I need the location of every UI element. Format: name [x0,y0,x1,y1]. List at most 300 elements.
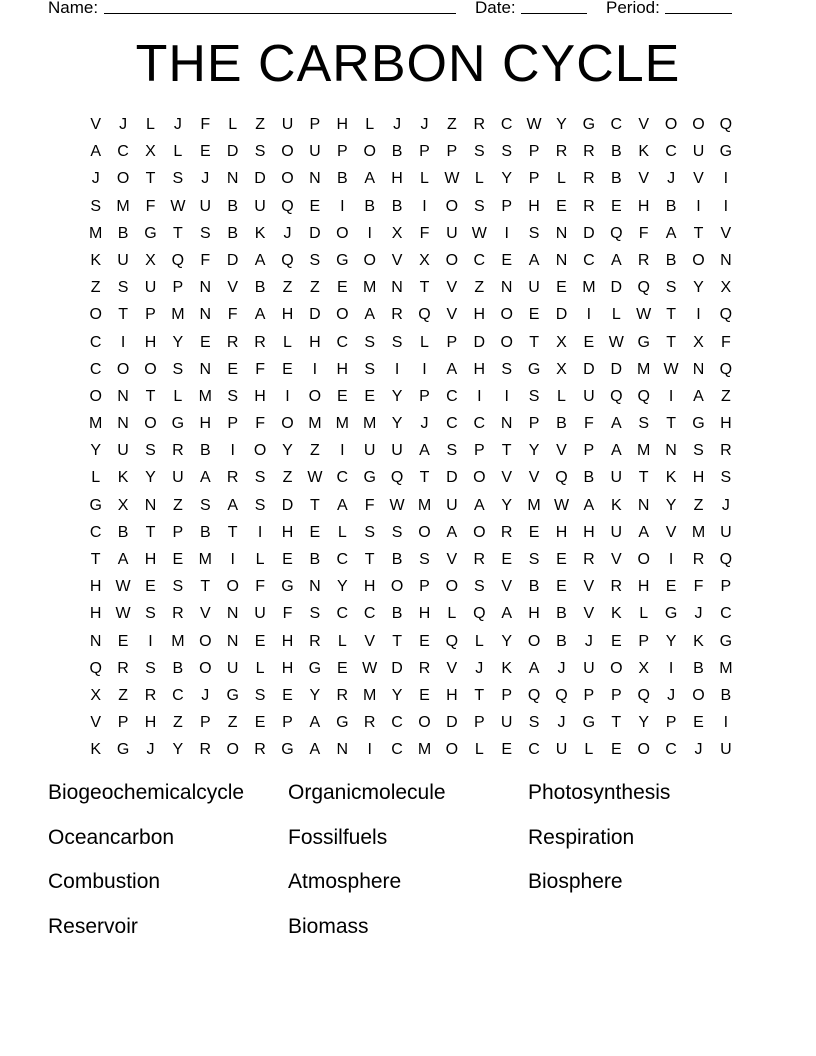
grid-letter[interactable]: U [199,197,212,215]
grid-letter[interactable]: G [664,605,678,623]
grid-letter[interactable]: K [693,632,704,650]
grid-letter[interactable]: U [555,741,568,759]
grid-letter[interactable]: R [363,714,376,732]
grid-letter[interactable]: D [309,224,321,242]
grid-letter[interactable]: Z [90,279,101,297]
grid-letter[interactable]: Z [693,496,704,514]
grid-letter[interactable]: O [116,170,130,188]
grid-letter[interactable]: S [117,279,129,297]
grid-letter[interactable]: U [226,659,239,677]
grid-letter[interactable]: A [610,415,622,433]
grid-letter[interactable]: E [172,551,184,568]
grid-letter[interactable]: P [446,143,458,161]
grid-letter[interactable]: Q [610,224,623,242]
grid-letter[interactable]: V [638,170,650,188]
grid-letter[interactable]: W [362,659,378,677]
grid-letter[interactable]: G [281,578,294,596]
grid-letter[interactable]: W [115,578,131,596]
grid-letter[interactable]: Z [118,686,128,704]
grid-letter[interactable]: Y [145,469,156,487]
grid-letter[interactable]: J [721,496,730,514]
grid-letter[interactable]: R [254,741,266,759]
grid-letter[interactable]: U [692,143,705,161]
grid-letter[interactable]: H [281,306,294,324]
grid-letter[interactable]: E [528,306,540,324]
grid-letter[interactable]: C [336,551,349,568]
grid-letter[interactable]: R [418,659,431,677]
grid-letter[interactable]: Q [719,360,733,378]
grid-letter[interactable]: D [391,659,403,677]
grid-letter[interactable]: V [199,605,211,623]
grid-letter[interactable]: W [471,224,487,242]
grid-letter[interactable]: F [583,415,594,433]
grid-letter[interactable]: B [199,523,211,541]
grid-letter[interactable]: E [199,333,211,351]
grid-letter[interactable]: R [583,143,595,161]
grid-letter[interactable]: T [145,387,156,405]
grid-letter[interactable]: A [446,360,458,378]
grid-letter[interactable]: V [693,170,704,188]
grid-letter[interactable]: A [336,496,348,514]
grid-letter[interactable]: S [172,578,184,596]
grid-letter[interactable]: A [199,469,211,487]
grid-letter[interactable]: J [146,741,155,759]
grid-letter[interactable]: X [693,333,704,351]
grid-letter[interactable]: T [145,523,156,541]
grid-letter[interactable]: N [555,224,568,242]
grid-letter[interactable]: H [144,333,157,351]
grid-letter[interactable]: E [556,279,567,297]
grid-letter[interactable]: U [446,224,458,242]
grid-letter[interactable]: B [556,415,567,433]
grid-letter[interactable]: I [723,170,729,188]
grid-letter[interactable]: U [117,442,129,460]
grid-letter[interactable]: F [200,116,211,133]
grid-letter[interactable]: O [692,251,705,269]
grid-letter[interactable]: D [254,170,266,188]
grid-letter[interactable]: T [419,469,430,487]
grid-letter[interactable]: Z [474,279,485,297]
grid-letter[interactable]: I [668,659,674,677]
grid-letter[interactable]: M [363,415,377,433]
grid-letter[interactable]: W [115,605,131,623]
grid-letter[interactable]: V [583,578,595,596]
grid-letter[interactable]: P [419,387,430,405]
grid-letter[interactable]: H [144,714,157,732]
grid-letter[interactable]: B [364,197,376,215]
grid-letter[interactable]: M [417,496,432,514]
grid-letter[interactable]: Q [281,197,294,215]
grid-letter[interactable]: H [89,578,102,596]
grid-letter[interactable]: I [312,360,318,378]
grid-letter[interactable]: S [638,415,650,433]
grid-letter[interactable]: P [473,442,485,460]
grid-letter[interactable]: A [309,714,321,732]
grid-letter[interactable]: G [692,415,705,433]
grid-letter[interactable]: A [254,306,266,324]
grid-letter[interactable]: B [227,224,239,242]
name-field[interactable] [104,0,456,19]
grid-letter[interactable]: P [227,415,239,433]
grid-letter[interactable]: Q [281,251,294,269]
grid-letter[interactable]: H [281,632,294,650]
grid-letter[interactable]: V [501,469,513,487]
grid-letter[interactable]: Z [309,442,320,460]
grid-letter[interactable]: S [528,224,540,242]
grid-letter[interactable]: S [501,143,513,161]
grid-letter[interactable]: S [309,605,321,623]
grid-letter[interactable]: I [148,632,153,650]
grid-letter[interactable]: E [336,387,348,405]
grid-letter[interactable]: C [720,605,732,623]
grid-letter[interactable]: Y [501,632,513,650]
grid-letter[interactable]: Y [501,170,513,188]
grid-letter[interactable]: L [255,659,265,677]
grid-letter[interactable]: I [668,551,674,568]
grid-letter[interactable]: G [582,116,596,133]
grid-letter[interactable]: S [199,496,211,514]
grid-letter[interactable]: N [226,632,239,650]
grid-letter[interactable]: U [144,279,157,297]
grid-letter[interactable]: C [89,360,102,378]
grid-letter[interactable]: G [336,251,349,269]
grid-letter[interactable]: Q [527,686,541,704]
grid-letter[interactable]: I [367,741,372,759]
grid-letter[interactable]: F [638,224,649,242]
grid-letter[interactable]: C [446,387,458,405]
grid-letter[interactable]: S [254,469,266,487]
grid-letter[interactable]: E [693,714,704,732]
grid-letter[interactable]: B [254,279,266,297]
grid-letter[interactable]: V [556,442,567,460]
grid-letter[interactable]: U [610,469,623,487]
grid-letter[interactable]: A [419,442,430,460]
grid-letter[interactable]: H [637,197,650,215]
grid-letter[interactable]: Q [610,387,623,405]
grid-letter[interactable]: I [285,387,290,405]
grid-letter[interactable]: T [501,442,512,460]
grid-letter[interactable]: R [254,333,266,351]
grid-letter[interactable]: O [89,306,102,324]
grid-letter[interactable]: V [90,714,102,732]
grid-letter[interactable]: Q [637,279,650,297]
grid-letter[interactable]: O [363,143,376,161]
grid-letter[interactable]: K [665,469,677,487]
grid-letter[interactable]: L [557,170,566,188]
grid-letter[interactable]: J [557,659,566,677]
grid-letter[interactable]: G [336,714,349,732]
grid-letter[interactable]: O [336,306,349,324]
grid-letter[interactable]: S [145,442,156,460]
grid-letter[interactable]: S [528,714,540,732]
grid-letter[interactable]: C [336,605,349,623]
grid-letter[interactable]: S [364,333,376,351]
grid-letter[interactable]: N [500,279,513,297]
grid-letter[interactable]: J [91,170,100,188]
grid-letter[interactable]: E [254,714,266,732]
grid-letter[interactable]: T [392,632,402,650]
grid-letter[interactable]: B [610,170,622,188]
grid-letter[interactable]: P [309,116,321,133]
grid-letter[interactable]: T [145,170,156,188]
grid-letter[interactable]: H [144,551,157,568]
grid-letter[interactable]: E [610,741,622,759]
grid-letter[interactable]: E [501,251,513,269]
grid-letter[interactable]: T [474,686,485,704]
grid-letter[interactable]: M [89,224,103,242]
grid-letter[interactable]: J [584,632,593,650]
grid-letter[interactable]: X [391,224,403,242]
grid-letter[interactable]: M [363,279,377,297]
grid-letter[interactable]: O [473,469,486,487]
grid-letter[interactable]: U [254,197,266,215]
grid-letter[interactable]: S [501,360,513,378]
grid-letter[interactable]: M [527,496,541,514]
grid-letter[interactable]: K [254,224,266,242]
grid-letter[interactable]: R [610,578,623,596]
grid-letter[interactable]: E [610,632,622,650]
grid-letter[interactable]: R [473,116,486,133]
grid-letter[interactable]: E [501,551,513,568]
grid-letter[interactable]: O [418,523,431,541]
grid-letter[interactable]: B [583,469,595,487]
grid-letter[interactable]: H [446,686,458,704]
grid-letter[interactable]: O [692,686,705,704]
grid-letter[interactable]: I [586,306,592,324]
grid-letter[interactable]: P [419,578,430,596]
grid-letter[interactable]: P [583,442,595,460]
grid-letter[interactable]: L [584,741,594,759]
grid-letter[interactable]: O [637,551,650,568]
grid-letter[interactable]: P [145,306,156,324]
grid-letter[interactable]: Y [309,686,321,704]
grid-letter[interactable]: U [720,741,732,759]
grid-letter[interactable]: S [309,251,321,269]
grid-letter[interactable]: L [255,551,265,568]
grid-letter[interactable]: G [719,632,733,650]
grid-letter[interactable]: Q [637,387,650,405]
grid-letter[interactable]: B [610,143,622,161]
grid-letter[interactable]: Q [390,469,404,487]
grid-letter[interactable]: Y [665,496,677,514]
grid-letter[interactable]: I [230,442,235,460]
grid-letter[interactable]: R [144,686,157,704]
grid-letter[interactable]: M [171,306,185,324]
grid-letter[interactable]: X [90,686,102,704]
grid-letter[interactable]: Q [418,306,431,324]
grid-letter[interactable]: S [254,496,266,514]
grid-letter[interactable]: L [91,469,101,487]
grid-letter[interactable]: V [720,224,732,242]
grid-letter[interactable]: O [445,197,459,215]
grid-letter[interactable]: A [90,143,102,161]
grid-letter[interactable]: Z [172,714,183,732]
grid-letter[interactable]: F [255,360,265,378]
grid-letter[interactable]: O [281,143,294,161]
grid-letter[interactable]: Z [227,714,238,732]
grid-letter[interactable]: U [254,605,266,623]
grid-letter[interactable]: B [391,605,403,623]
grid-letter[interactable]: S [473,197,485,215]
grid-letter[interactable]: S [419,551,430,568]
grid-letter[interactable]: I [120,333,126,351]
grid-letter[interactable]: T [666,415,676,433]
grid-letter[interactable]: O [116,360,130,378]
grid-letter[interactable]: J [694,605,703,623]
grid-letter[interactable]: R [500,523,513,541]
grid-letter[interactable]: C [528,741,540,759]
grid-letter[interactable]: E [501,741,513,759]
grid-letter[interactable]: R [117,659,129,677]
grid-letter[interactable]: H [637,578,650,596]
grid-letter[interactable]: O [144,360,157,378]
grid-letter[interactable]: O [226,578,239,596]
grid-letter[interactable]: O [281,170,294,188]
grid-letter[interactable]: C [610,116,623,133]
grid-letter[interactable]: N [89,632,102,650]
date-field[interactable] [521,0,587,19]
grid-letter[interactable]: M [417,741,432,759]
grid-letter[interactable]: E [282,551,293,568]
grid-letter[interactable]: D [555,306,568,324]
grid-letter[interactable]: R [226,469,239,487]
grid-letter[interactable]: L [447,605,457,623]
grid-letter[interactable]: H [583,523,595,541]
grid-letter[interactable]: W [307,469,323,487]
grid-letter[interactable]: J [119,116,128,133]
grid-letter[interactable]: Q [171,251,185,269]
grid-letter[interactable]: T [638,469,649,487]
grid-letter[interactable]: Y [638,714,650,732]
grid-letter[interactable]: A [227,496,239,514]
grid-letter[interactable]: D [226,251,239,269]
grid-letter[interactable]: O [390,578,404,596]
grid-letter[interactable]: L [474,170,484,188]
grid-letter[interactable]: F [419,224,430,242]
grid-letter[interactable]: S [665,279,677,297]
grid-letter[interactable]: X [117,496,129,514]
grid-letter[interactable]: T [118,306,128,324]
grid-letter[interactable]: L [337,632,347,650]
grid-letter[interactable]: P [528,143,540,161]
grid-letter[interactable]: A [473,496,485,514]
grid-letter[interactable]: M [363,686,377,704]
grid-letter[interactable]: I [504,387,509,405]
grid-letter[interactable]: G [89,496,102,514]
grid-letter[interactable]: T [309,496,320,514]
grid-letter[interactable]: G [637,333,650,351]
grid-letter[interactable]: R [473,551,486,568]
grid-letter[interactable]: B [391,551,403,568]
grid-letter[interactable]: Y [391,415,403,433]
grid-letter[interactable]: Z [172,496,183,514]
grid-letter[interactable]: Y [336,578,348,596]
grid-letter[interactable]: H [692,469,705,487]
grid-letter[interactable]: E [145,578,156,596]
grid-letter[interactable]: S [528,387,540,405]
grid-letter[interactable]: L [611,306,621,324]
grid-letter[interactable]: A [501,605,513,623]
grid-letter[interactable]: E [419,632,430,650]
grid-letter[interactable]: Y [172,333,184,351]
grid-letter[interactable]: G [363,469,376,487]
grid-letter[interactable]: T [419,279,430,297]
grid-letter[interactable]: V [227,279,239,297]
grid-letter[interactable]: O [527,632,541,650]
grid-letter[interactable]: D [583,360,595,378]
grid-letter[interactable]: K [610,605,622,623]
grid-letter[interactable]: F [255,415,265,433]
grid-letter[interactable]: Z [309,279,320,297]
grid-letter[interactable]: F [693,578,704,596]
grid-letter[interactable]: P [665,714,677,732]
grid-letter[interactable]: C [473,415,486,433]
grid-letter[interactable]: K [90,741,102,759]
grid-letter[interactable]: L [146,116,155,133]
grid-letter[interactable]: B [391,197,403,215]
grid-letter[interactable]: V [391,251,403,269]
grid-letter[interactable]: O [445,251,459,269]
grid-letter[interactable]: W [553,496,570,514]
grid-letter[interactable]: M [116,197,130,215]
grid-letter[interactable]: A [583,496,595,514]
grid-letter[interactable]: K [117,469,129,487]
grid-letter[interactable]: V [446,306,458,324]
grid-letter[interactable]: B [309,551,321,568]
grid-letter[interactable]: C [665,143,677,161]
grid-letter[interactable]: U [309,143,321,161]
grid-letter[interactable]: B [117,523,129,541]
grid-letter[interactable]: M [198,387,212,405]
grid-letter[interactable]: N [199,360,212,378]
grid-letter[interactable]: X [556,333,567,351]
grid-letter[interactable]: O [473,523,486,541]
grid-letter[interactable]: P [720,578,732,596]
grid-letter[interactable]: G [719,143,733,161]
grid-letter[interactable]: X [419,251,430,269]
grid-letter[interactable]: H [528,605,540,623]
grid-letter[interactable]: P [501,686,513,704]
grid-letter[interactable]: E [583,333,595,351]
grid-letter[interactable]: O [253,442,267,460]
grid-letter[interactable]: U [583,387,595,405]
grid-letter[interactable]: R [199,741,212,759]
grid-letter[interactable]: K [501,659,513,677]
grid-letter[interactable]: A [665,224,677,242]
grid-letter[interactable]: A [610,251,622,269]
grid-letter[interactable]: I [723,714,729,732]
grid-letter[interactable]: R [720,442,732,460]
grid-letter[interactable]: R [309,632,321,650]
grid-letter[interactable]: B [720,686,732,704]
grid-letter[interactable]: W [170,197,186,215]
grid-letter[interactable]: C [391,714,403,732]
grid-letter[interactable]: U [446,496,458,514]
grid-letter[interactable]: S [720,469,732,487]
grid-letter[interactable]: G [308,659,322,677]
grid-letter[interactable]: H [336,360,349,378]
grid-letter[interactable]: Y [391,387,403,405]
grid-letter[interactable]: E [309,523,321,541]
grid-letter[interactable]: C [89,523,102,541]
grid-letter[interactable]: A [693,387,704,405]
grid-letter[interactable]: R [226,333,239,351]
grid-letter[interactable]: N [637,496,650,514]
grid-letter[interactable]: R [583,197,595,215]
grid-letter[interactable]: S [199,224,211,242]
grid-letter[interactable]: S [528,551,540,568]
grid-letter[interactable]: N [226,170,239,188]
